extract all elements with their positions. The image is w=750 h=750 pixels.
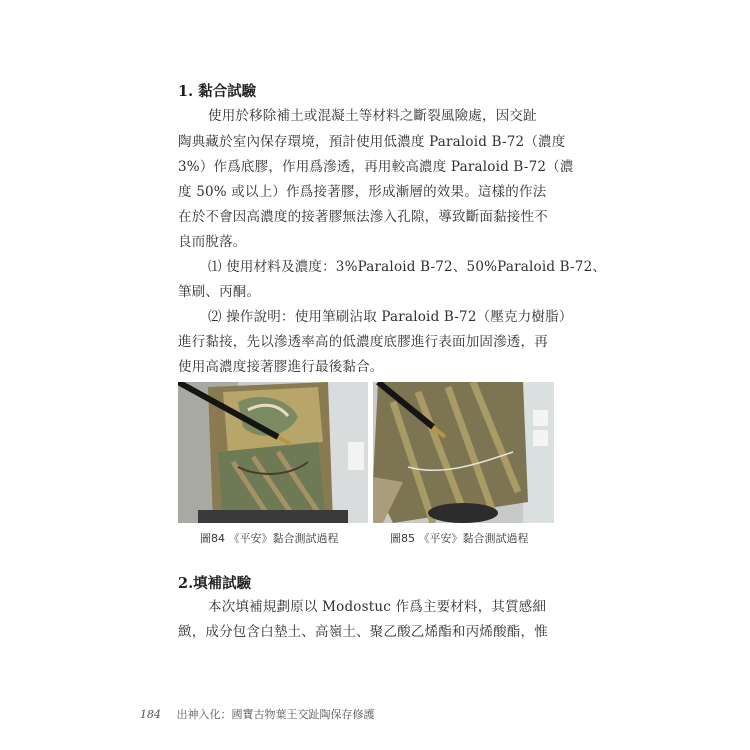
paragraph-line: 陶典藏於室內保存環境，預計使用低濃度 Paraloid B-72（濃度	[178, 134, 566, 150]
section1-heading: 1. 黏合試驗	[178, 83, 257, 100]
paragraph-line: 在於不會因高濃度的接著膠無法滲入孔隙，導致斷面黏接性不	[178, 209, 548, 225]
page-number: 184	[140, 708, 161, 721]
list-item-materials-cont: 筆刷、丙酮。	[178, 284, 261, 300]
figure-84-caption: 圖84 《平安》黏合測試過程	[200, 532, 339, 545]
paragraph-line: 本次填補規劃原以 Modostuc 作爲主要材料，其質感細	[208, 599, 547, 615]
paragraph-line: 使用於移除補土或混凝土等材料之斷裂風險處，因交趾	[208, 108, 537, 124]
figure-84-photo	[178, 382, 368, 523]
book-title: 出神入化：國寶古物葉王交趾陶保存修護	[176, 708, 375, 721]
list-item-procedure-cont: 進行黏接，先以滲透率高的低濃度底膠進行表面加固滲透，再	[178, 334, 548, 350]
page-footer	[140, 706, 375, 722]
list-item-materials: ⑴ 使用材料及濃度：3%Paraloid B-72、50%Paraloid B-72、	[208, 259, 607, 275]
paragraph-line: 度 50% 或以上）作爲接著膠，形成漸層的效果。這樣的作法	[178, 184, 547, 200]
list-item-procedure: ⑵ 操作說明：使用筆刷沾取 Paraloid B-72（壓克力樹脂）	[208, 309, 573, 325]
paragraph-line: 緻，成分包含白墊土、高嶺土、聚乙酸乙烯酯和丙烯酸酯，惟	[178, 624, 548, 640]
figure-85-caption: 圖85 《平安》黏合測試過程	[390, 532, 529, 545]
paragraph-line: 3%）作爲底膠，作用爲滲透，再用較高濃度 Paraloid B-72（濃	[178, 159, 574, 175]
figure-85-photo	[373, 382, 554, 523]
list-item-procedure-cont: 使用高濃度接著膠進行最後黏合。	[178, 359, 384, 375]
section2-heading: 2.填補試驗	[178, 575, 252, 592]
paragraph-line: 良而脫落。	[178, 234, 247, 250]
